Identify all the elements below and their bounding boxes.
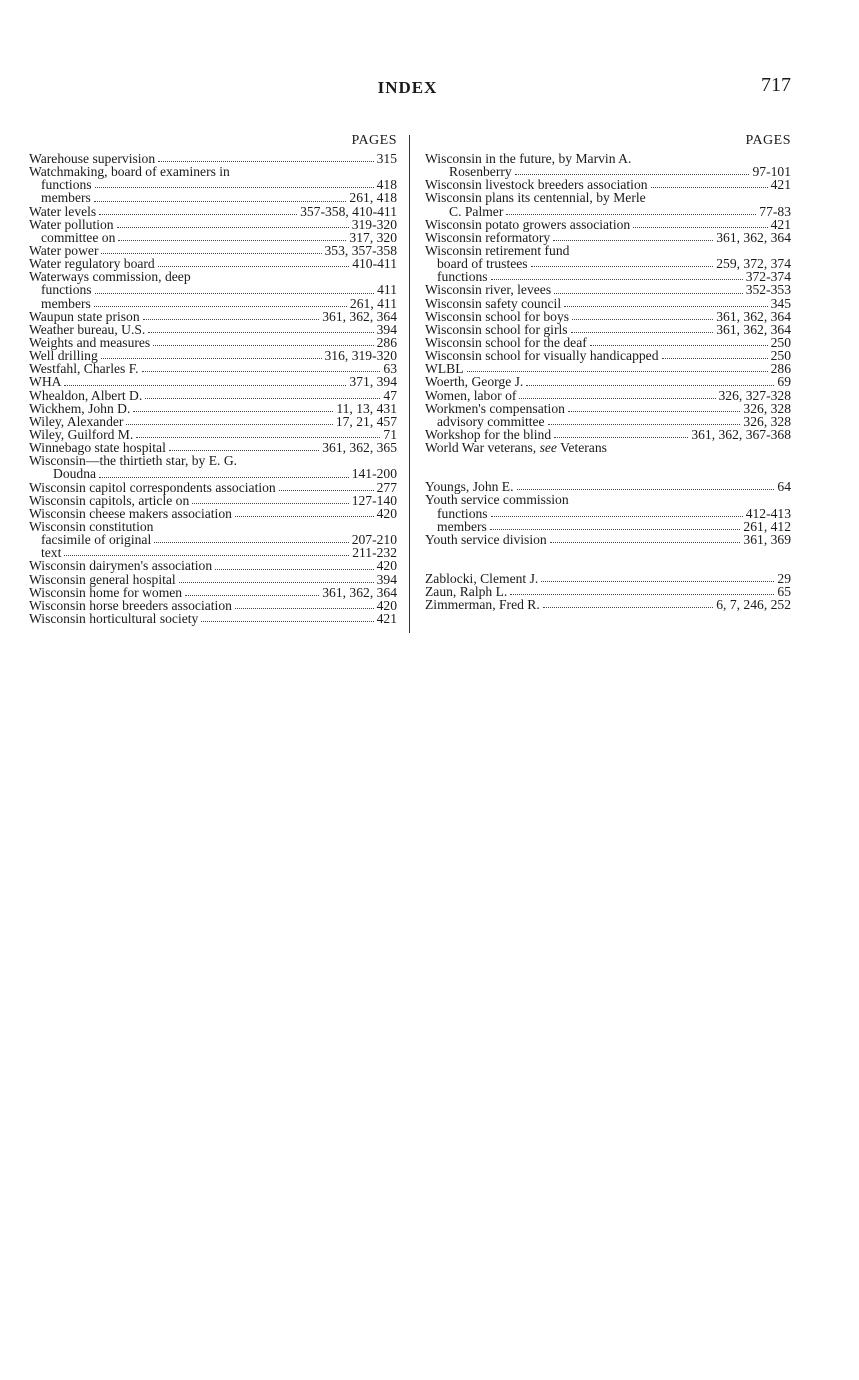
dot-leader: [235, 607, 374, 609]
index-entry-pages: 361, 362, 367-368: [691, 426, 791, 442]
index-entry-pages: 250: [770, 348, 791, 364]
dot-leader: [158, 265, 349, 267]
see-reference: see: [539, 440, 557, 456]
index-entries-left: [29, 152, 397, 625]
index-entry-term: Water pollution: [29, 216, 114, 232]
index-entry-pages: 394: [376, 571, 397, 587]
dot-leader: [506, 213, 756, 215]
dot-leader: [64, 384, 346, 386]
index-entry-term: World War veterans, see Veterans: [425, 440, 607, 456]
index-entry-pages: 421: [770, 216, 791, 232]
index-entry-term: Zaun, Ralph L.: [425, 584, 508, 600]
index-entry-term: Zimmerman, Fred R.: [425, 597, 540, 613]
index-entry-term: Wisconsin school for the deaf: [425, 334, 587, 350]
dot-leader: [101, 357, 322, 359]
index-entry-term: Rosenberry: [449, 164, 512, 180]
dot-leader: [133, 410, 333, 412]
dot-leader: [515, 173, 750, 175]
index-entry-term: Wisconsin school for visually handicapped: [425, 348, 659, 364]
index-entry-term: Wisconsin general hospital: [29, 571, 176, 587]
dot-leader: [136, 436, 380, 438]
section-gap: [425, 454, 791, 480]
index-entry-pages: 411: [377, 282, 397, 298]
dot-leader: [541, 580, 774, 582]
index-entry-term: Doudna: [53, 466, 97, 482]
dot-leader: [64, 554, 349, 556]
index-entry-pages: 361, 369: [743, 531, 791, 547]
index-entry-term: C. Palmer: [449, 203, 504, 219]
index-entry-term: Wisconsin in the future, by Marvin A.: [425, 151, 632, 166]
index-entry-pages: 326, 328: [743, 413, 791, 429]
dot-leader: [548, 423, 741, 425]
dot-leader: [651, 186, 768, 188]
dot-leader: [117, 226, 349, 228]
index-entry-pages: 277: [376, 479, 397, 495]
dot-leader: [572, 318, 713, 320]
dot-leader: [543, 606, 713, 608]
index-entry-pages: 261, 418: [349, 190, 397, 206]
index-entry: [29, 362, 397, 375]
index-entry-term: Wisconsin horse breeders association: [29, 597, 232, 613]
index-entry-term: Watchmaking, board of examiners in: [29, 164, 230, 180]
index-entry-term: members: [41, 295, 91, 311]
index-entry-pages: 64: [777, 479, 791, 495]
index-entry-pages: 418: [376, 177, 397, 193]
index-entry-term: Weights and measures: [29, 334, 151, 350]
index-entry-term: Workmen's compensation: [425, 400, 565, 416]
dot-leader: [99, 476, 349, 478]
index-column-right: [425, 133, 791, 611]
index-entries-right: [425, 152, 791, 611]
index-entry: [29, 612, 397, 625]
index-entry-pages: 353, 357-358: [324, 242, 397, 258]
index-entry-pages: 352-353: [745, 282, 791, 298]
dot-leader: [554, 292, 743, 294]
dot-leader: [94, 305, 347, 307]
dot-leader: [126, 423, 332, 425]
dot-leader: [490, 528, 741, 530]
index-entry-pages: 372-374: [745, 269, 791, 285]
dot-leader: [491, 278, 743, 280]
index-entry-pages: 361, 362, 364: [322, 308, 397, 324]
index-entry-term: Woerth, George J.: [425, 374, 524, 390]
dot-leader: [185, 594, 319, 596]
index-entry-pages: 259, 372, 374: [716, 256, 791, 272]
index-entry-term: Wisconsin horticultural society: [29, 610, 199, 626]
index-entry-term: members: [437, 518, 487, 534]
index-entry: [425, 441, 791, 454]
index-entry-pages: 394: [376, 321, 397, 337]
index-entry-term: WLBL: [425, 361, 464, 377]
dot-leader: [118, 239, 346, 241]
index-entry-term: Wisconsin livestock breeders association: [425, 177, 648, 193]
index-entry-term: Wisconsin plans its centennial, by Merle: [425, 190, 646, 206]
index-entry-term: Youngs, John E.: [425, 479, 514, 495]
dot-leader: [568, 410, 741, 412]
index-entry-pages: 286: [376, 334, 397, 350]
dot-leader: [662, 357, 768, 359]
index-entry-pages: 319-320: [351, 216, 397, 232]
index-entry-term: Wisconsin reformatory: [425, 229, 551, 245]
pages-header: PAGES: [351, 133, 397, 148]
index-entry-pages: 11, 13, 431: [336, 400, 397, 416]
dot-leader: [101, 252, 321, 254]
index-entry-pages: 317, 320: [349, 229, 397, 245]
index-entry-term: board of trustees: [437, 256, 528, 272]
dot-leader: [158, 160, 373, 162]
index-entry-term: functions: [41, 282, 92, 298]
dot-leader: [201, 620, 373, 622]
index-entry-term: Wisconsin home for women: [29, 584, 183, 600]
index-entry-pages: 326, 327-328: [718, 387, 791, 403]
index-entry-pages: 261, 411: [349, 295, 397, 311]
index-entry-term: Well drilling: [29, 348, 98, 364]
index-entry-term: text: [41, 545, 62, 561]
index-entry-term: Workshop for the blind: [425, 426, 552, 442]
index-entry-pages: 361, 362, 365: [322, 440, 397, 456]
dot-leader: [510, 593, 774, 595]
index-entry-pages: 286: [770, 361, 791, 377]
index-entry-pages: 357-358, 410-411: [300, 203, 397, 219]
index-entry-pages: 361, 362, 364: [322, 584, 397, 600]
dot-leader: [554, 436, 688, 438]
index-entry-term: Wickhem, John D.: [29, 400, 131, 416]
index-entry-pages: 17, 21, 457: [335, 413, 397, 429]
index-entry-pages: 65: [777, 584, 791, 600]
index-entry-term: Water power: [29, 242, 99, 258]
index-entry-term: Wisconsin school for boys: [425, 308, 570, 324]
dot-leader: [169, 449, 319, 451]
dot-leader: [192, 502, 348, 504]
index-entry-pages: 421: [376, 610, 397, 626]
index-entry-pages: 421: [770, 177, 791, 193]
index-entry-term: facsimile of original: [41, 532, 152, 548]
dot-leader: [550, 541, 741, 543]
dot-leader: [145, 397, 380, 399]
index-entry-term: Women, labor of: [425, 387, 517, 403]
index-entry-term: Wisconsin retirement fund: [425, 242, 570, 258]
index-entry-pages: 29: [777, 570, 791, 586]
index-entry: [29, 533, 397, 546]
index-entry-term: Wisconsin capitols, article on: [29, 492, 190, 508]
pages-header: PAGES: [745, 133, 791, 148]
index-entry-pages: 97-101: [752, 164, 791, 180]
index-entry-pages: 315: [376, 151, 397, 166]
index-entry-pages: 71: [383, 426, 397, 442]
index-entry-pages: 410-411: [352, 256, 397, 272]
index-entry-term: Warehouse supervision: [29, 151, 156, 166]
index-entry-term: Westfahl, Charles F.: [29, 361, 139, 377]
dot-leader: [491, 515, 743, 517]
index-entry-term: Wisconsin cheese makers association: [29, 505, 232, 521]
dot-leader: [467, 370, 768, 372]
index-entry-term: Wisconsin potato growers association: [425, 216, 631, 232]
index-entry-term: Wiley, Alexander: [29, 413, 124, 429]
index-entry-term: Wisconsin dairymen's association: [29, 558, 213, 574]
index-entry: [425, 598, 791, 611]
index-entry-pages: 361, 362, 364: [716, 308, 791, 324]
column-divider: [409, 135, 410, 633]
dot-leader: [99, 213, 297, 215]
dot-leader: [531, 265, 714, 267]
page-number: 717: [761, 74, 791, 96]
dot-leader: [179, 581, 374, 583]
page-title: INDEX: [377, 78, 438, 97]
index-entry-term: Wisconsin safety council: [425, 295, 562, 311]
index-entry-pages: 207-210: [351, 532, 397, 548]
dot-leader: [590, 344, 768, 346]
index-entry-pages: 420: [376, 558, 397, 574]
index-entry: [425, 533, 791, 546]
index-entry-term: Weather bureau, U.S.: [29, 321, 146, 337]
index-entry-pages: 345: [770, 295, 791, 311]
index-column-left: [29, 133, 397, 625]
index-entry-pages: 371, 394: [349, 374, 397, 390]
index-entry-pages: 127-140: [351, 492, 397, 508]
index-entry-pages: 361, 362, 364: [716, 229, 791, 245]
dot-leader: [154, 541, 348, 543]
dot-leader: [143, 318, 320, 320]
dot-leader: [279, 489, 374, 491]
index-entry-term: WHA: [29, 374, 62, 390]
index-entry-pages: 420: [376, 597, 397, 613]
dot-leader: [553, 239, 713, 241]
index-entry-term: functions: [437, 505, 488, 521]
index-entry-pages: 412-413: [745, 505, 791, 521]
index-entry-pages: 63: [383, 361, 397, 377]
index-entry-term: Youth service commission: [425, 492, 569, 508]
index-entry: [425, 349, 791, 362]
dot-leader: [571, 331, 714, 333]
index-entry-term: Waterways commission, deep: [29, 269, 191, 285]
index-entry-pages: 420: [376, 505, 397, 521]
dot-leader: [94, 200, 347, 202]
section-gap: [425, 546, 791, 572]
index-entry-term: Water levels: [29, 203, 97, 219]
index-entry-term: advisory committee: [437, 413, 545, 429]
index-entry-pages: 211-232: [352, 545, 397, 561]
dot-leader: [519, 397, 715, 399]
index-entry-term: Winnebago state hospital: [29, 440, 166, 456]
index-entry-pages: 361, 362, 364: [716, 321, 791, 337]
index-entry-pages: 6, 7, 246, 252: [716, 597, 791, 613]
dot-leader: [215, 568, 373, 570]
index-entry-term: Youth service division: [425, 531, 547, 547]
index-entry-term: functions: [41, 177, 92, 193]
index-entry-pages: 250: [770, 334, 791, 350]
index-entry-term: Waupun state prison: [29, 308, 140, 324]
index-entry-pages: 326, 328: [743, 400, 791, 416]
index-entry-pages: 316, 319-320: [324, 348, 397, 364]
index-entry-term: Wisconsin constitution: [29, 518, 154, 534]
dot-leader: [235, 515, 374, 517]
index-entry-term: Zablocki, Clement J.: [425, 570, 539, 586]
index-entry-term: functions: [437, 269, 488, 285]
dot-leader: [95, 292, 375, 294]
dot-leader: [95, 186, 374, 188]
index-entry-term: Wiley, Guilford M.: [29, 426, 134, 442]
index-entry-pages: 141-200: [351, 466, 397, 482]
dot-leader: [517, 488, 775, 490]
index-entry-term: members: [41, 190, 91, 206]
index-entry-term: committee on: [41, 229, 116, 245]
index-entry-term: Wisconsin—the thirtieth star, by E. G.: [29, 453, 238, 469]
index-entry-term: Whealdon, Albert D.: [29, 387, 143, 403]
index-entry-pages: 69: [777, 374, 791, 390]
dot-leader: [148, 331, 373, 333]
dot-leader: [633, 226, 767, 228]
index-entry-term: Wisconsin capitol correspondents association: [29, 479, 276, 495]
dot-leader: [153, 344, 373, 346]
index-entry-term: Water regulatory board: [29, 256, 155, 272]
dot-leader: [142, 370, 381, 372]
index-entry-pages: 47: [383, 387, 397, 403]
index-entry-term: Wisconsin school for girls: [425, 321, 568, 337]
index-entry-term: Wisconsin river, levees: [425, 282, 552, 298]
index-entry-pages: 261, 412: [743, 518, 791, 534]
dot-leader: [526, 384, 774, 386]
dot-leader: [564, 305, 767, 307]
see-target: Veterans: [560, 440, 607, 456]
index-entry-pages: 77-83: [759, 203, 791, 219]
